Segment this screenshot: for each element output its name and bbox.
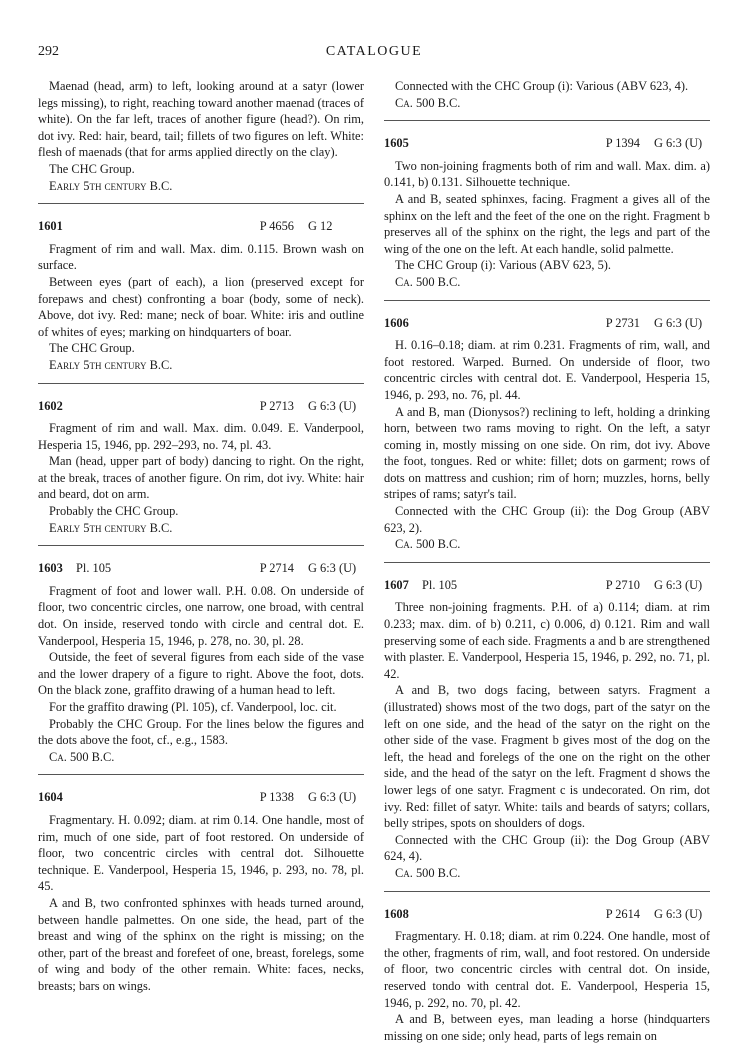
- entry-inventory: P 2713: [259, 398, 294, 413]
- entry-inventory: P 2714: [259, 561, 294, 576]
- paragraph: A and B, man (Dionysos?) reclining to left, holding a drinking horn, between two rams moving to right. On the left, a satyr coming in, mostly missing on one side. On rim, dot ivy. Above the foot, tongues. Red or white: fillet; dots on garment; rows of dots on mattress and cushion; rim of horn; muzzles, horns, belly stripes of rams; satyr's tail.: [384, 404, 710, 502]
- paragraph: Connected with the CHC Group (ii): the Dog Group (ABV 624, 4).: [384, 832, 710, 864]
- right-continuation: [384, 78, 710, 111]
- entry-inventory: P 2731: [605, 315, 640, 330]
- paragraph: Probably the CHC Group.: [49, 504, 179, 519]
- paragraph: Connected with the CHC Group (i): Various (ABV 623, 4).: [395, 79, 689, 93]
- entry-header: [384, 577, 710, 594]
- paragraph: Connected with the CHC Group (ii): the Dog Group (ABV 623, 2).: [384, 504, 710, 535]
- entry-location: G 6:3 (U): [308, 398, 357, 413]
- entry-inventory: P 2710: [605, 577, 640, 592]
- paragraph: Early 5th century B.C.: [49, 520, 173, 535]
- entry-number: 1605: [384, 136, 409, 151]
- entry-header: [384, 315, 710, 332]
- paragraph: Probably the CHC Group. For the lines below the figures and the dots above the foot, cf., e.g., 1583.: [38, 716, 364, 748]
- entry-location: G 12: [308, 219, 333, 234]
- paragraph: A and B, two confronted sphinxes with heads turned around, between handle palmettes. On one side, the head, part of the breast and wing of the sphinx on the right is missing; on the other, part of the breast and forefeet of one, breast, forelegs, some of wing and body of the other remain. White: faces, necks, breasts; bars on wings.: [38, 895, 364, 993]
- paragraph: Early 5th century B.C.: [49, 178, 173, 193]
- entry-divider: [384, 891, 710, 892]
- running-title: CATALOGUE: [325, 44, 423, 59]
- left-continuation: [38, 78, 364, 194]
- paragraph: Ca. 500 B.C.: [395, 95, 461, 110]
- entry-divider: [38, 383, 364, 384]
- entry-location: G 6:3 (U): [654, 136, 703, 151]
- paragraph: Fragmentary. H. 0.18; diam. at rim 0.224. One handle, most of the other, fragments of rim, wall, and foot restored. On underside of floor, two concentric circles with central dot. On inside, reserved tondo with central dot. E. Vanderpool, Hesperia 15, 1946, p. 292, no. 70, pl. 42.: [384, 929, 710, 1010]
- paragraph: Two non-joining fragments both of rim and wall. Max. dim. a) 0.141, b) 0.131. Silhouette technique.: [384, 158, 710, 190]
- entry-header: [38, 560, 364, 577]
- entry-header: [38, 218, 364, 235]
- paragraph: Fragment of foot and lower wall. P.H. 0.08. On underside of floor, two concentric circles, one narrow, one broad, with central dot. On inside, reserved tondo with circle and central dot. E. Vanderpool, Hesperia 15, 1946, p. 278, no. 30, pl. 28.: [38, 583, 364, 648]
- paragraph: A and B, seated sphinxes, facing. Fragment a gives all of the sphinx on the left and the feet of the one on the right. Fragment b preserves all of the sphinx on the right, the legs and part of the wing of the one on the left. At each handle, solid palmette.: [384, 191, 710, 256]
- paragraph: The CHC Group (i): Various (ABV 623, 5).: [395, 258, 612, 273]
- paragraph: Ca. 500 B.C.: [395, 865, 461, 880]
- entry-location: G 6:3 (U): [308, 561, 357, 576]
- entry-divider: [384, 120, 710, 121]
- entry-inventory: P 1338: [259, 790, 294, 805]
- entry-divider: [384, 300, 710, 301]
- catalogue-entry-1602: [38, 398, 364, 537]
- page-number: 292: [38, 44, 59, 59]
- paragraph: Early 5th century B.C.: [49, 357, 173, 372]
- entry-number: 1602: [38, 398, 63, 413]
- entry-location: G 6:3 (U): [654, 906, 703, 921]
- catalogue-entry-1601: [38, 218, 364, 373]
- page-header: [38, 44, 710, 64]
- catalogue-entry-1607: [384, 577, 710, 882]
- paragraph: H. 0.16–0.18; diam. at rim 0.231. Fragments of rim, wall, and foot restored. Warped. Burned. On underside of floor, two concentric circles with central dot. E. Vanderpool, Hesperia 15, 1946, p. 293, no. 76, pl. 44.: [384, 338, 710, 402]
- entry-number: 1607: [384, 577, 409, 592]
- entry-plate: Pl. 105: [76, 561, 112, 576]
- entry-location: G 6:3 (U): [654, 577, 703, 592]
- right-column: [384, 78, 710, 1044]
- entry-header: [38, 789, 364, 806]
- catalogue-entry-1604: [38, 789, 364, 994]
- entry-number: 1606: [384, 315, 409, 330]
- entry-number: 1604: [38, 790, 63, 805]
- entry-number: 1603: [38, 561, 63, 576]
- paragraph: Outside, the feet of several figures from each side of the vase and the lower drapery of a figure to right. Above the foot, dots. On the black zone, graffito drawing of a human head to left.: [38, 650, 364, 698]
- catalogue-entry-1605: [384, 135, 710, 290]
- entry-inventory: P 1394: [605, 136, 640, 151]
- catalogue-entry-1606: [384, 315, 710, 553]
- catalogue-entry-1608: [384, 906, 710, 1044]
- paragraph: Maenad (head, arm) to left, looking around at a satyr (lower legs missing), to right, reaching toward another maenad (traces of white). On the far left, traces of another figure (head?). On rim, dot ivy. Red: hair, beard, tail; fillets of two figures on left. White: flesh of maenads (that for arms applied directly on the clay).: [38, 79, 364, 160]
- paragraph: Ca. 500 B.C.: [395, 537, 461, 552]
- entry-number: 1608: [384, 906, 409, 921]
- paragraph: The CHC Group.: [49, 161, 135, 176]
- entry-divider: [38, 203, 364, 204]
- entry-number: 1601: [38, 219, 63, 234]
- paragraph: Between eyes (part of each), a lion (preserved except for forepaws and chest) confronting a boar (body, some of neck). Above, dot ivy. Red: mane; neck of boar. White: iris and outline of whites of eyes; marking on hindquarters of boar.: [38, 274, 364, 339]
- left-column: [38, 78, 364, 995]
- paragraph: Ca. 500 B.C.: [395, 274, 461, 289]
- entry-inventory: P 2614: [605, 906, 640, 921]
- paragraph: A and B, between eyes, man leading a horse (hindquarters missing on one side; only head, parts of legs remain on: [384, 1012, 710, 1043]
- paragraph: Fragment of rim and wall. Max. dim. 0.115. Brown wash on surface.: [38, 241, 364, 273]
- catalogue-entry-1603: [38, 560, 364, 765]
- entry-header: [384, 906, 710, 923]
- entry-divider: [384, 562, 710, 563]
- paragraph: Ca. 500 B.C.: [49, 749, 115, 764]
- paragraph: Fragment of rim and wall. Max. dim. 0.049. E. Vanderpool, Hesperia 15, 1946, pp. 292–293, no. 74, pl. 43.: [38, 421, 364, 452]
- entry-header: [38, 398, 364, 415]
- paragraph: The CHC Group.: [49, 341, 135, 356]
- paragraph: For the graffito drawing (Pl. 105), cf. Vanderpool, loc. cit.: [49, 700, 337, 714]
- entry-location: G 6:3 (U): [308, 790, 357, 805]
- paragraph: Three non-joining fragments. P.H. of a) 0.114; diam. at rim 0.233; max. dim. of b) 0.211, c) 0.006, d) 0.121. Rim and wall preserving some of each side. Fragments a and b are strengthened with plaster. E. Vanderpool, Hesperia 15, 1946, p. 292, no. 71, pl. 42.: [384, 600, 710, 681]
- entry-plate: Pl. 105: [422, 577, 458, 592]
- entry-header: [384, 135, 710, 152]
- paragraph: Fragmentary. H. 0.092; diam. at rim 0.14. One handle, most of rim, much of one side, part of foot restored. On underside of floor, two concentric circles with central dot. Silhouette technique. E. Vanderpool, Hesperia 15, 1946, p. 293, no. 78, pl. 45.: [38, 812, 364, 894]
- entry-divider: [38, 545, 364, 546]
- entry-divider: [38, 774, 364, 775]
- paragraph: Man (head, upper part of body) dancing to right. On the right, at the break, traces of another figure. On rim, dot ivy. White: hair and beard, dot on arm.: [38, 454, 364, 502]
- entry-location: G 6:3 (U): [654, 315, 703, 330]
- paragraph: A and B, two dogs facing, between satyrs. Fragment a (illustrated) shows most of the two dogs, part of the satyr on the left on one side, and the head of the satyr on the right on the other side of the vase. Fragment b gives most of the dog on the left, the head and forelegs of the one on the right on the other side, and the head of the satyr on the left. Fragment d shows the lower legs of one satyr. Fragment c is undecorated. On rim, dot ivy. Red: fillet of satyr. White: tails and beards of satyrs; collars, belly stripes, spots on shoulders of dogs.: [384, 683, 710, 831]
- entry-inventory: P 4656: [259, 219, 294, 234]
